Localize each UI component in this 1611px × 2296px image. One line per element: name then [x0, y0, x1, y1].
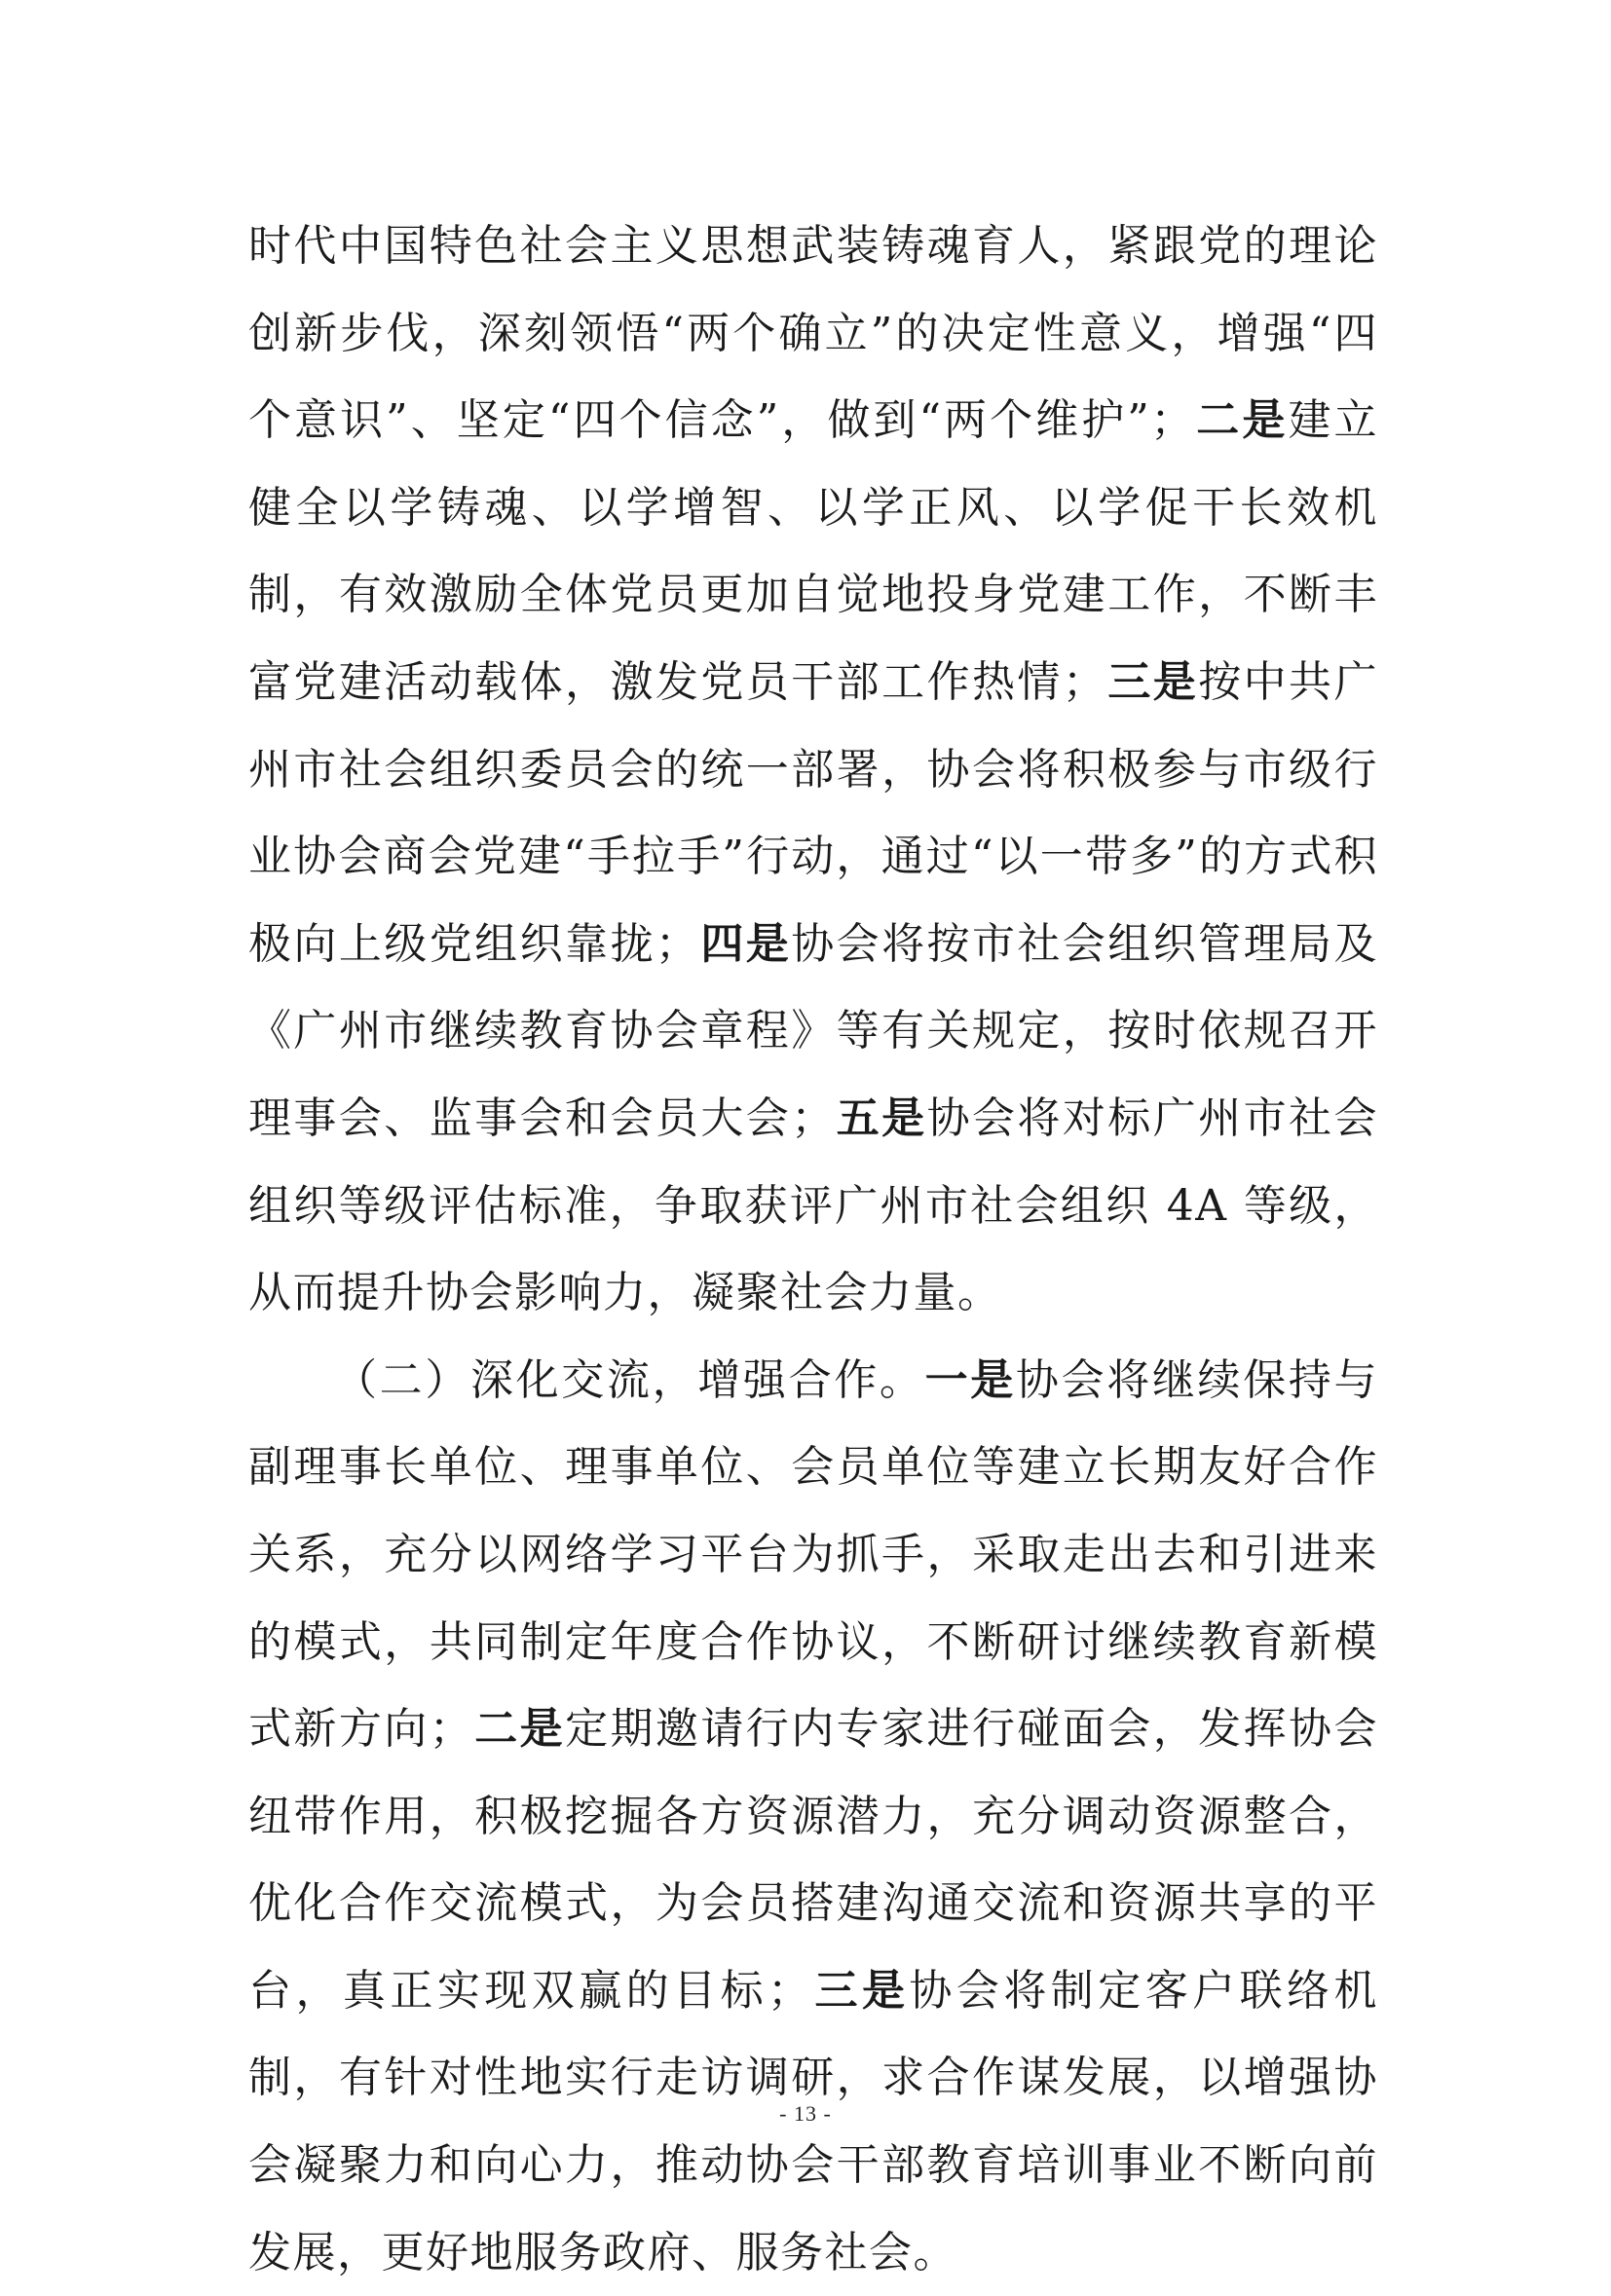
text-segment: 定期邀请行内专家进行碰面会，发挥协会纽带作用，积极挖掘各方资源潜力，充分调动资源整合，优化合作交流模式，为会员搭建沟通交流和资源共享的平台，真正实现双赢的目标； [248, 1704, 1378, 2016]
page-number: - 13 - [779, 2101, 832, 2126]
keyword-third: 三是 [811, 1965, 910, 2016]
paragraph-exchange-cooperation [248, 1337, 1378, 2296]
text-segment: 协会将按市社会组织管理局及《广州市继续教育协会章程》等有关规定，按时依规召开理事会、监事会和会员大会； [248, 918, 1378, 1143]
text-segment: 协会将制定客户联络机制，有针对性地实行走访调研，求合作谋发展，以增强协会凝聚力和向心力，推动协会干部教育培训事业不断向前发展，更好地服务政府、服务社会。 [248, 1965, 1379, 2277]
keyword-fourth: 四是 [699, 918, 792, 969]
text-segment: 按中共广州市社会组织委员会的统一部署，协会将积极参与市级行业协会商会党建“手拉手”行动，通过“以一带多”的方式积极向上级党组织靠拢； [248, 656, 1378, 969]
keyword-first: 一是 [924, 1354, 1016, 1405]
text-segment: 时代中国特色社会主义思想武装铸魂育人，紧跟党的理论创新步伐，深刻领悟“两个确立”的决定性意义，增强“四个意识”、坚定“四个信念”，做到“两个维护”； [248, 221, 1378, 446]
keyword-third: 三是 [1106, 656, 1199, 707]
keyword-second: 二是 [473, 1704, 566, 1755]
body-text [248, 203, 1378, 2296]
text-segment: 协会将继续保持与副理事长单位、理事单位、会员单位等建立长期友好合作关系，充分以网络学习平台为抓手，采取走出去和引进来的模式，共同制定年度合作协议，不断研讨继续教育新模式新方向； [248, 1354, 1379, 1755]
text-segment: 协会将对标广州市社会组织等级评估标准，争取获评广州市社会组织 4A 等级，从而提升协会影响力，凝聚社会力量。 [248, 1092, 1378, 1318]
text-segment: 建立健全以学铸魂、以学增智、以学正风、以学促干长效机制，有效激励全体党员更加自觉地投身党建工作，不断丰富党建活动载体，激发党员干部工作热情； [248, 395, 1378, 707]
paragraph-party-building [248, 203, 1378, 1337]
section-heading: （二）深化交流，增强合作。 [334, 1354, 925, 1405]
keyword-fifth: 五是 [835, 1092, 927, 1143]
keyword-second: 二是 [1194, 395, 1289, 446]
